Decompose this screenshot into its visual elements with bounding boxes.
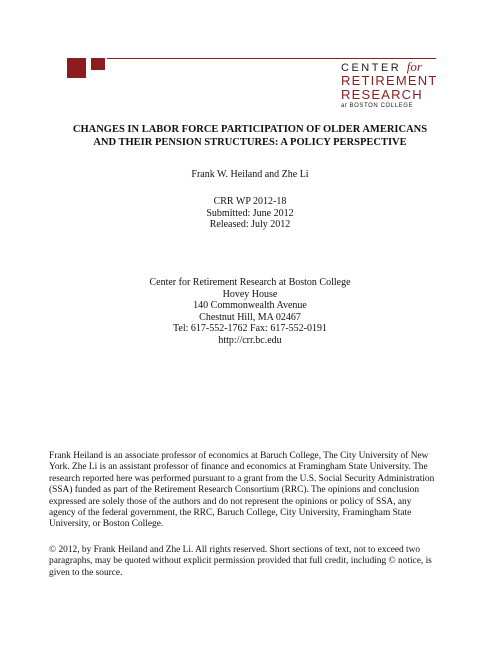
logo-center-word: CENTER <box>341 62 402 74</box>
bio-line: Frank Heiland is an associate professor of economics at Baruch College, The City University of New <box>49 451 429 461</box>
title-line-1: CHANGES IN LABOR FORCE PARTICIPATION OF OLDER AMERICANS <box>72 124 428 135</box>
logo-boston-college: BOSTON COLLEGE <box>349 103 414 109</box>
copyright-line: © 2012, by Frank Heiland and Zhe Li. All rights reserved. Short sections of text, not to exceed two <box>49 545 421 555</box>
logo-at-word: at <box>341 103 348 109</box>
crr-logo <box>341 61 441 110</box>
title-line-2: AND THEIR PENSION STRUCTURES: A POLICY PERSPECTIVE <box>93 137 407 148</box>
copyright-line: paragraphs, may be quoted without explicit permission provided that full credit, including © notice, is <box>49 556 432 567</box>
address-block <box>40 277 460 346</box>
bio-line: York. Zhe Li is an assistant professor of finance and economics at Framingham State University. The <box>49 462 428 473</box>
logo-retirement-word: RETIREMENT <box>341 73 438 88</box>
logo-for-word: for <box>406 59 422 74</box>
header-rule <box>107 58 436 59</box>
bio-line: research reported here was performed pursuant to a grant from the U.S. Social Security Administration <box>49 473 435 484</box>
address-org: Center for Retirement Research at Boston College <box>149 277 351 288</box>
bio-line: (SSA) funded as part of the Retirement Research Consortium (RRC). The opinions and conclusion <box>49 485 420 496</box>
address-phone: Tel: 617-552-1762 Fax: 617-552-0191 <box>172 323 327 334</box>
bio-line: agency of the federal government, the RRC, Baruch College, City University, Framingham State <box>49 508 412 519</box>
copyright-paragraph <box>49 545 464 579</box>
logo-line-boston <box>341 102 441 110</box>
paper-number: CRR WP 2012-18 <box>213 196 287 207</box>
author-bio-paragraph <box>49 451 464 531</box>
submitted-date: Submitted: June 2012 <box>206 207 294 219</box>
logo-research-word: RESEARCH <box>341 87 423 102</box>
copyright-line: given to the source. <box>49 567 123 578</box>
paper-info <box>40 196 460 231</box>
logo-square-large <box>67 58 86 78</box>
paper-title <box>40 123 460 149</box>
address-web: http://crr.bc.edu <box>218 334 282 346</box>
bio-line: expressed are solely those of the authors and do not represent the opinions or policy of SSA, any <box>49 496 412 507</box>
address-city: Chestnut Hill, MA 02467 <box>199 311 301 323</box>
logo-square-small <box>91 58 105 70</box>
bio-line: University, or Boston College. <box>49 519 164 530</box>
address-street: 140 Commonwealth Avenue <box>193 300 307 311</box>
address-building: Hovey House <box>222 288 278 300</box>
released-date: Released: July 2012 <box>209 219 291 230</box>
authors: Frank W. Heiland and Zhe Li <box>191 169 309 180</box>
